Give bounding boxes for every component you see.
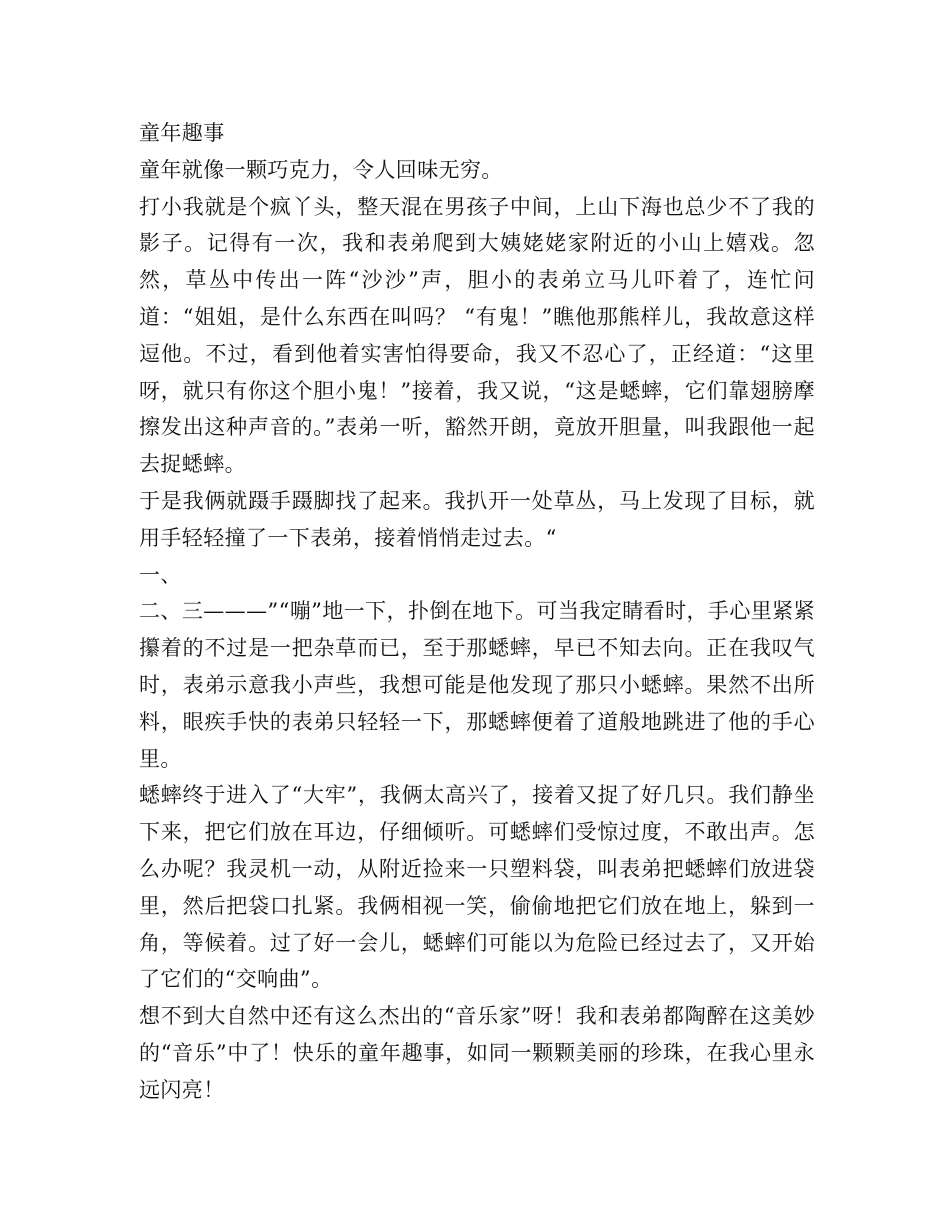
paragraph-4: 一、 [139,562,182,587]
paragraph-6: 蟋蟀终于进入了“大牢”，我俩太高兴了，接着又捉了好几只。我们静坐下来，把它们放在耳边，仔细倾听。可蟋蟀们受惊过度，不敢出声。怎么办呢？我灵机一动，从附近捡来一只塑料袋，叫表弟把蟋蟀们放进袋里，然后把袋口扎紧。我俩相视一笑，偷偷地把它们放在地上，躲到一角，等候着。过了好一会儿，蟋蟀们可能以为危险已经过去了，又开始了它们的“交响曲”。 [139,783,815,992]
paragraph-5: 二、三———”“嘣”地一下，扑倒在地下。可当我定睛看时，手心里紧紧攥着的不过是一把杂草而已，至于那蟋蟀，早已不知去向。正在我叹气时，表弟示意我小声些，我想可能是他发现了那只小蟋蟀。果然不出所料，眼疾手快的表弟只轻轻一下，那蟋蟀便着了道般地跳进了他的手心里。 [139,599,815,771]
document-body [139,115,815,1109]
document-title: 童年趣事 [139,121,225,145]
paragraph-3: 于是我俩就蹑手蹑脚找了起来。我扒开一处草丛，马上发现了目标，就用手轻轻撞了一下表弟，接着悄悄走过去。“ [139,488,815,550]
paragraph-2: 打小我就是个疯丫头，整天混在男孩子中间，上山下海也总少不了我的影子。记得有一次，我和表弟爬到大姨姥姥家附近的小山上嬉戏。忽然，草丛中传出一阵“沙沙”声，胆小的表弟立马儿吓着了，连忙问道：“姐姐，是什么东西在叫吗？ “有鬼！”瞧他那熊样儿，我故意这样逗他。不过，看到他着实害怕得要命，我又不忍心了，正经道：“这里呀，就只有你这个胆小鬼！”接着，我又说，“这是蟋蟀，它们靠翅膀摩擦发出这种声音的。”表弟一听，豁然开朗，竟放开胆量，叫我跟他一起去捉蟋蟀。 [139,194,815,477]
paragraph-7: 想不到大自然中还有这么杰出的“音乐家”呀！我和表弟都陶醉在这美妙的“音乐”中了！快乐的童年趣事，如同一颗颗美丽的珍珠，在我心里永远闪亮！ [139,1004,815,1102]
paragraph-1: 童年就像一颗巧克力，令人回味无穷。 [139,157,503,182]
